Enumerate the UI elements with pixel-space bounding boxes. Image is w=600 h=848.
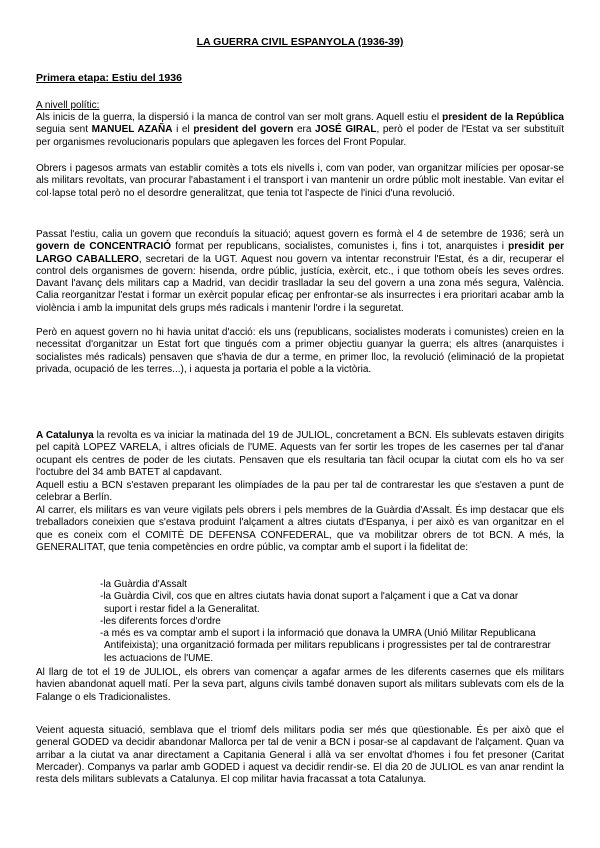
- list-item-continuation: Antifeixista); una organització formada per militars republicans i progressistes per tal de contrarestrar: [104, 640, 551, 652]
- subsection-title: A nivell polític:: [36, 100, 100, 111]
- paragraph-olympics: Aquell estiu a BCN s'estaven preparant les olimpíades de la pau per tal de contrarestar les que s'estaven a punt de celebrar a Berlín.: [36, 480, 564, 504]
- paragraph-goded: Veient aquesta situació, semblava que el triomf dels militars podia ser més que qüestionable. És per això que el general GODED va decidir abandonar Mallorca per tal de venir a BCN i posar-se al capdavant de l'alçament. Quan va arribar a la ciutat va anar directament a Capitania General i allà va ser envoltat d'homes i fou fet presoner (Caritat Mercader). Companys va parlar amb GODED i aquest va decidir rendir-se. El dia 20 de JULIOL es van anar rendint la resta dels militars sublevats a Catalunya. El cop militar havia fracassat a tota Catalunya.: [36, 725, 564, 786]
- section-title: Primera etapa: Estiu del 1936: [36, 72, 182, 84]
- paragraph-streets: Al carrer, els militars es van veure vigilats pels obrers i pels membres de la Guàrdia d'Assalt. És imp destacar que els treballadors coneixien que s'estava produint l'alçament a altres ciutats d'Espanya, i per això es van organitzar en el que es coneix com el COMITÈ DE DEFENSA CONFEDERAL, que va mobilitzar obrers de tot BCN. A més, la GENERALITAT, que tenia competències en ordre públic, va comptar amb el suport i la fidelitat de:: [36, 505, 564, 553]
- list-item: -la Guàrdia d'Assalt: [100, 579, 187, 590]
- paragraph-political-2: Obrers i pagesos armats van establir comitès a tots els nivells i, com van poder, van organitzar milícies per oposar-se als militars revoltats, van procurar l'abastament i el transport i van mantenir un ordre públic molt inestable. Van evitar el col·lapse total però no el desordre generalitzat, que tenia tot l'aspecte de l'inici d'una revolució.: [36, 163, 564, 199]
- list-item: -la Guàrdia Civil, cos que en altres ciutats havia donat suport a l'alçament i que a Cat va donar: [100, 591, 519, 603]
- list-item: -a més es va comptar amb el suport i la informació que donava la UMRA (Unió Militar Republicana: [100, 628, 536, 640]
- list-item-continuation: les actuacions de l'UME.: [104, 652, 214, 664]
- paragraph-july-19: Al llarg de tot el 19 de JULIOL, els obrers van començar a agafar armes de les diferents casernes que els militars havien abandonat aquell matí. Per la seva part, alguns civils també donaven suport als militars sublevats com els de la Falange o els Tradicionalistes.: [36, 667, 564, 703]
- list-item: -les diferents forces d'ordre: [100, 615, 221, 627]
- support-list: [100, 579, 566, 665]
- list-item-continuation: suport i restar fidel a la Generalitat.: [104, 603, 260, 615]
- paragraph-political-1: Als inicis de la guerra, la dispersió i la manca de control van ser molt grans. Aquell estiu el president de la República seguia sent MANUEL AZAÑA i el president del govern era JOSÉ GIRAL, però el poder de l'Estat va ser substituït per organismes revolucionaris populars que aplegaven les forces del Front Popular.: [36, 112, 565, 148]
- document-title: LA GUERRA CIVIL ESPANYOLA (1936-39): [196, 36, 404, 48]
- paragraph-government: Passat l'estiu, calia un govern que reconduís la situació; aquest govern es formà el 4 de setembre de 1936; serà un govern de CONCENTRACIÓ format per republicans, socialistes, comunistes i, fins i tot, anarquistes i presidit per LARGO CABALLERO, secretari de la UGT. Aquest nou govern va intentar reconstruir l'Estat, és a dir, recuperar el control dels organismes de govern: hisenda, ordre públic, justícia, exèrcit, etc., i que tothom obeís les seves ordres. Davant l'avanç dels militars cap a Madrid, van decidir traslladar la seu del govern a una zona més segura, València. Calia reorganitzar l'estat i formar un exèrcit popular eficaç per enfrontar-se als insurrectes i era prioritari acabar amb la violència i amb la impunitat dels grups més radicals i mantenir l'ordre i la seguretat.: [36, 229, 564, 314]
- paragraph-catalunya: A Catalunya la revolta es va iniciar la matinada del 19 de JULIOL, concretament a BCN. Els sublevats estaven dirigits pel capità LOPEZ VARELA, i altres oficials de l'UME. Aquests van fer sortir les tropes de les casernes per tal d'anar ocupant els centres de poder de les ciutats. Pensaven que els resultaria tan fàcil ocupar la ciutat com els ho va ser l'octubre del 34 amb BATET al capdavant.: [36, 430, 565, 478]
- paragraph-unity: Però en aquest govern no hi havia unitat d'acció: els uns (republicans, socialistes moderats i comunistes) creien en la necessitat d'organitzar un Estat fort que tingués com a primer objectiu guanyar la guerra; els altres (anarquistes i socialistes més radicals) pensaven que s'havia de dur a terme, en primer lloc, la revolució (eliminació de la propietat privada, ocupació de les terres...), i aquesta ja portaria el poble a la victòria.: [36, 327, 564, 375]
